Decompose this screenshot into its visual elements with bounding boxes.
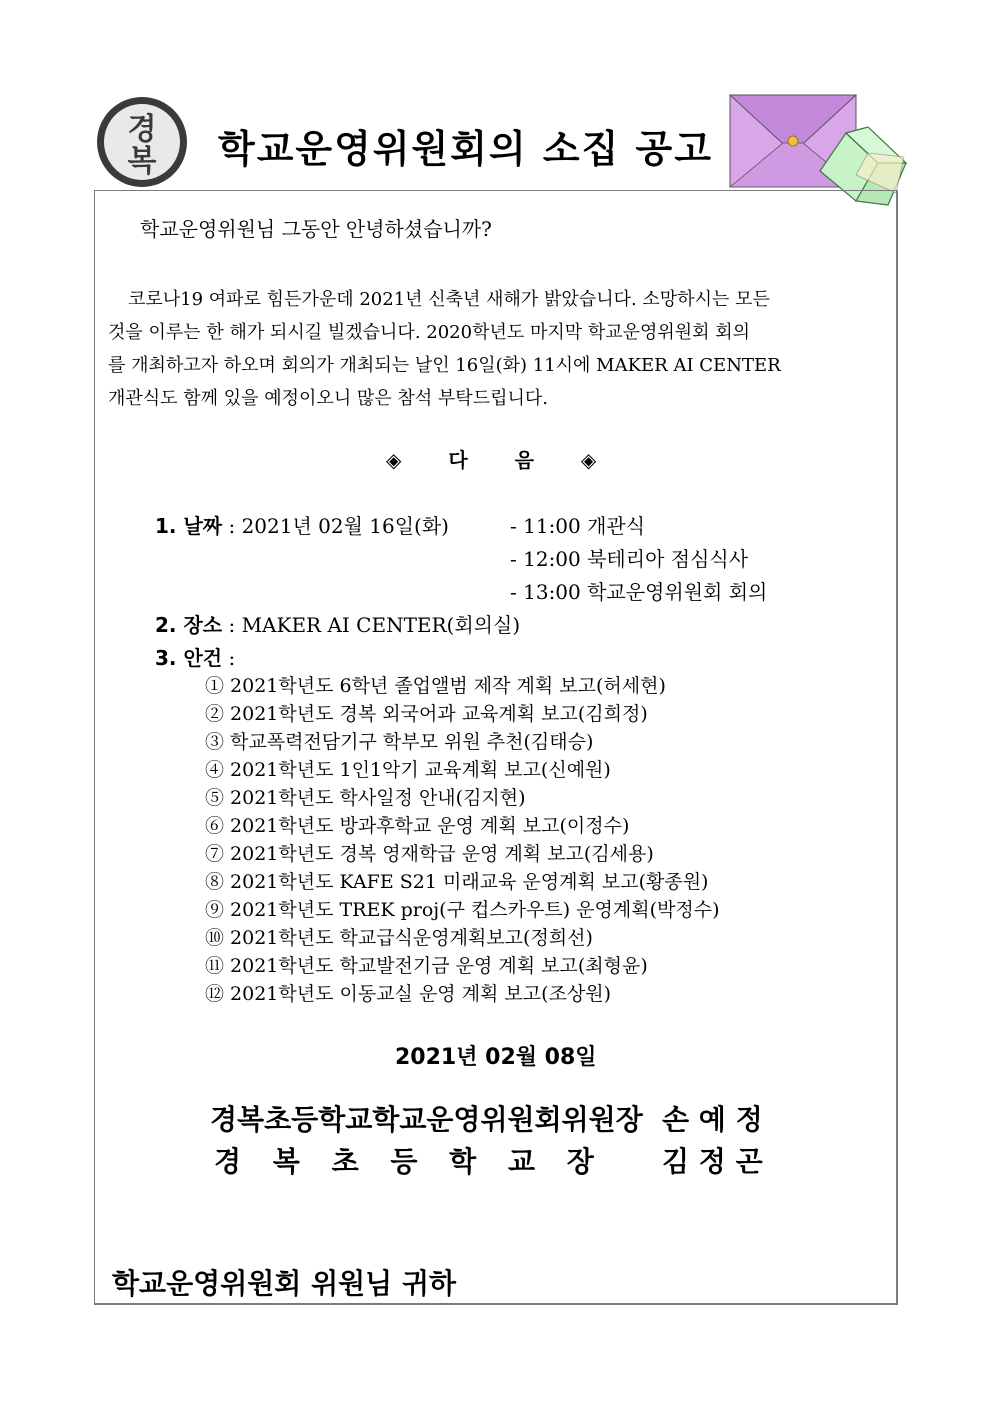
body-paragraph [108,283,884,415]
agenda-entry: ⑩ 2021학년도 학교급식운영계획보고(정희선) [205,927,593,949]
date-value: : 2021년 02월 16일(화) [228,514,449,538]
agenda-entry: ④ 2021학년도 1인1악기 교육계획 보고(신예원) [205,759,611,781]
body-line: 것을 이루는 한 해가 되시길 빌겠습니다. 2020학년도 마지막 학교운영위원회 회의 [108,322,751,343]
issue-date: 2021년 02월 08일 [395,1045,597,1070]
addressee: 학교운영위원회 위원님 귀하 [112,1267,457,1300]
signature-name: 김 정 곤 [662,1145,763,1178]
agenda-item [155,642,235,671]
page-title: 학교운영위원회의 소집 공고 [218,127,713,171]
place-item [155,609,520,638]
agenda-entry: ① 2021학년도 6학년 졸업앨범 제작 계획 보고(허세현) [205,675,666,697]
place-label: 2. 장소 [155,613,223,637]
schedule-line: - 13:00 학교운영위원회 회의 [510,580,768,604]
schedule-line: - 12:00 북테리아 점심식사 [510,547,749,571]
school-logo [95,95,189,189]
schedule-line: - 11:00 개관식 [510,514,646,538]
agenda-entry: ⑦ 2021학년도 경복 영재학급 운영 계획 보고(김세용) [205,843,654,865]
signature-org: 경 복 초 등 학 교 장 [214,1145,594,1178]
agenda-entry: ⑫ 2021학년도 이동교실 운영 계획 보고(조상원) [205,983,612,1005]
date-label: 1. 날짜 [155,514,223,538]
signature-name: 손 예 정 [662,1103,763,1136]
agenda-value: : [228,646,236,670]
logo-char-top: 경 [127,112,157,147]
agenda-label: 3. 안건 [155,646,223,670]
signature-org: 경복초등학교학교운영위원회위원장 [210,1103,643,1136]
date-item [155,510,449,539]
greeting-text: 학교운영위원님 그동안 안녕하셨습니까? [140,217,492,241]
agenda-entry: ② 2021학년도 경복 외국어과 교육계획 보고(김희정) [205,703,648,725]
agenda-entry: ⑪ 2021학년도 학교발전기금 운영 계획 보고(최형윤) [205,955,648,977]
logo-char-bottom: 복 [127,144,157,179]
place-value: : MAKER AI CENTER(회의실) [228,613,521,637]
next-heading: ◈ 다 음 ◈ [386,448,597,472]
body-line: 개관식도 함께 있을 예정이오니 많은 참석 부탁드립니다. [108,388,548,409]
body-line: 를 개최하고자 하오며 회의가 개최되는 날인 16일(화) 11시에 MAKER AI CENTER [108,355,781,376]
body-line: 코로나19 여파로 힘든가운데 2021년 신축년 새해가 밝았습니다. 소망하시는 모든 [128,289,770,310]
agenda-entry: ⑨ 2021학년도 TREK proj(구 컵스카우트) 운영계획(박정수) [205,899,720,921]
agenda-entry: ⑧ 2021학년도 KAFE S21 미래교육 운영계획 보고(황종원) [205,871,709,893]
agenda-list [205,672,719,1008]
agenda-entry: ③ 학교폭력전담기구 학부모 위원 추천(김태승) [205,731,594,753]
agenda-entry: ⑥ 2021학년도 방과후학교 운영 계획 보고(이정수) [205,815,630,837]
agenda-entry: ⑤ 2021학년도 학사일정 안내(김지현) [205,787,526,809]
